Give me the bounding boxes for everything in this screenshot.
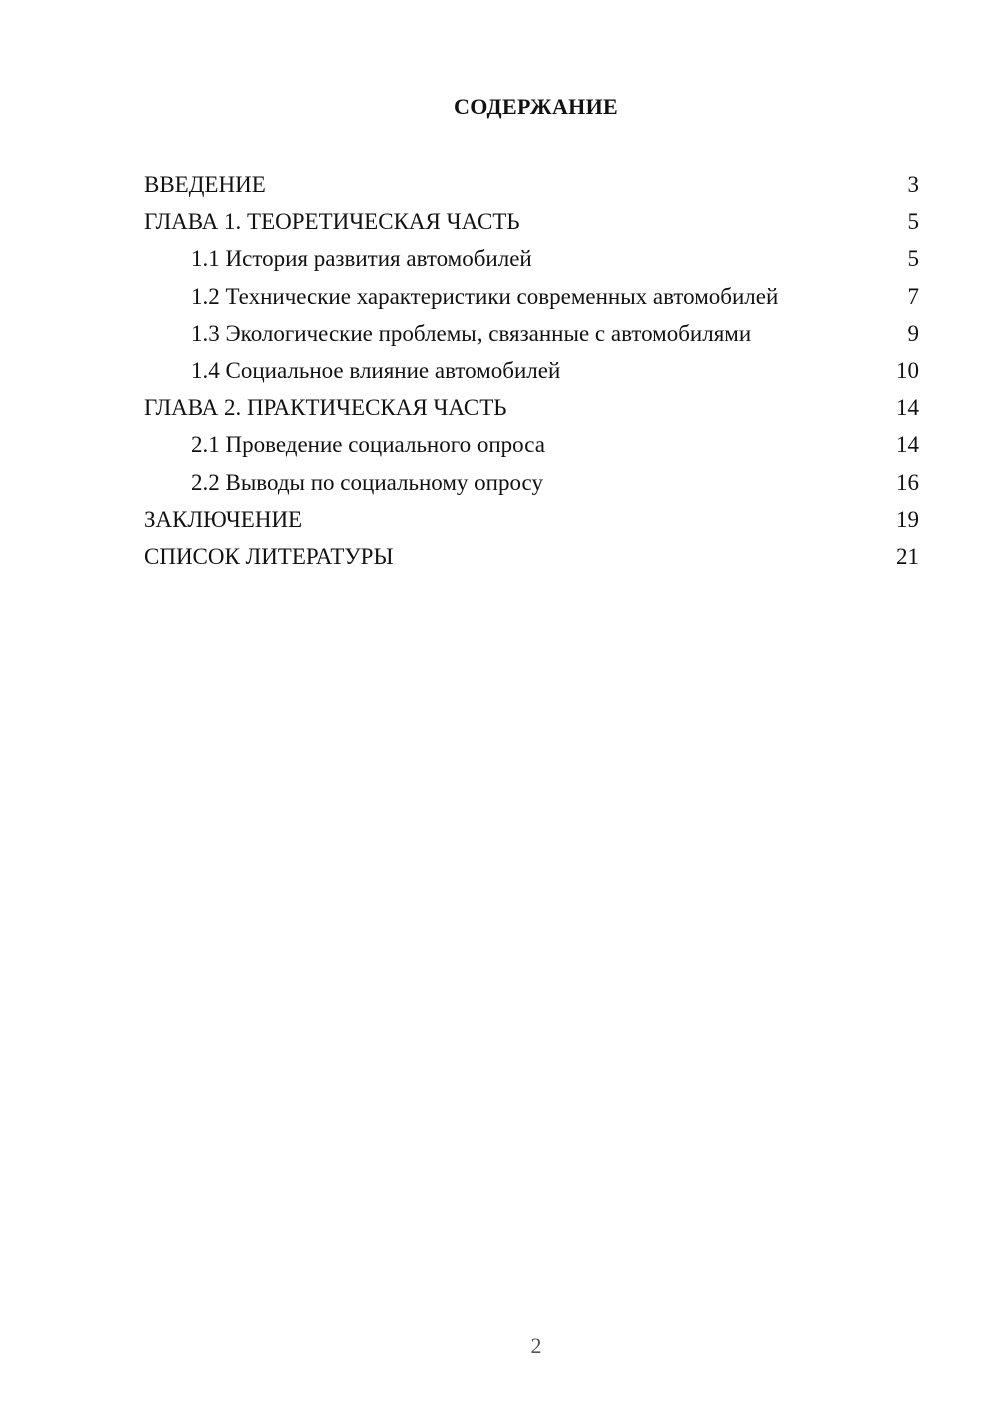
toc-entry-section-2-1[interactable] xyxy=(144,430,919,467)
toc-entry-label: 2.1 Проведение социального опроса xyxy=(191,432,545,458)
toc-entry-chapter-1[interactable] xyxy=(144,207,919,244)
toc-entry-label: ЗАКЛЮЧЕНИЕ xyxy=(144,506,303,532)
toc-entry-page: 14 xyxy=(896,432,919,458)
toc-entry-page: 16 xyxy=(896,469,919,495)
toc-entry-conclusion[interactable] xyxy=(144,505,919,542)
toc-entry-page: 9 xyxy=(907,320,919,346)
toc-entry-page: 5 xyxy=(907,246,919,272)
toc-entry-label: 1.3 Экологические проблемы, связанные с автомобилями xyxy=(191,320,752,346)
toc-entry-page: 14 xyxy=(896,395,919,421)
toc-entry-label: ГЛАВА 2. ПРАКТИЧЕСКАЯ ЧАСТЬ xyxy=(144,395,507,421)
toc-entry-page: 21 xyxy=(896,543,919,569)
toc-entry-section-1-3[interactable] xyxy=(144,319,919,356)
page-title: СОДЕРЖАНИЕ xyxy=(454,94,618,119)
toc-entry-page: 10 xyxy=(896,357,919,383)
toc-entry-chapter-2[interactable] xyxy=(144,393,919,430)
toc-entry-section-1-1[interactable] xyxy=(144,244,919,281)
toc-entry-label: ВВЕДЕНИЕ xyxy=(144,172,266,197)
toc-entry-label: ГЛАВА 1. ТЕОРЕТИЧЕСКАЯ ЧАСТЬ xyxy=(144,209,520,235)
toc-entry-page: 7 xyxy=(907,283,919,309)
toc-entry-label: 1.2 Технические характеристики современных автомобилей xyxy=(191,283,779,309)
toc-entry-section-2-2[interactable] xyxy=(144,468,919,505)
toc-entry-section-1-4[interactable] xyxy=(144,356,919,393)
toc-entry-references[interactable] xyxy=(144,542,919,579)
toc-entry-page: 3 xyxy=(907,172,919,197)
toc-entry-label: СПИСОК ЛИТЕРАТУРЫ xyxy=(144,543,394,569)
toc-entry-introduction[interactable] xyxy=(144,170,919,207)
toc-entry-label: 1.1 История развития автомобилей xyxy=(191,246,532,272)
toc-entry-section-1-2[interactable] xyxy=(144,282,919,319)
table-of-contents xyxy=(144,170,919,579)
toc-entry-page: 5 xyxy=(907,209,919,235)
toc-entry-page: 19 xyxy=(896,506,919,532)
toc-entry-label: 1.4 Социальное влияние автомобилей xyxy=(191,357,561,383)
page-number: 2 xyxy=(530,1333,542,1358)
toc-entry-label: 2.2 Выводы по социальному опросу xyxy=(191,469,543,495)
